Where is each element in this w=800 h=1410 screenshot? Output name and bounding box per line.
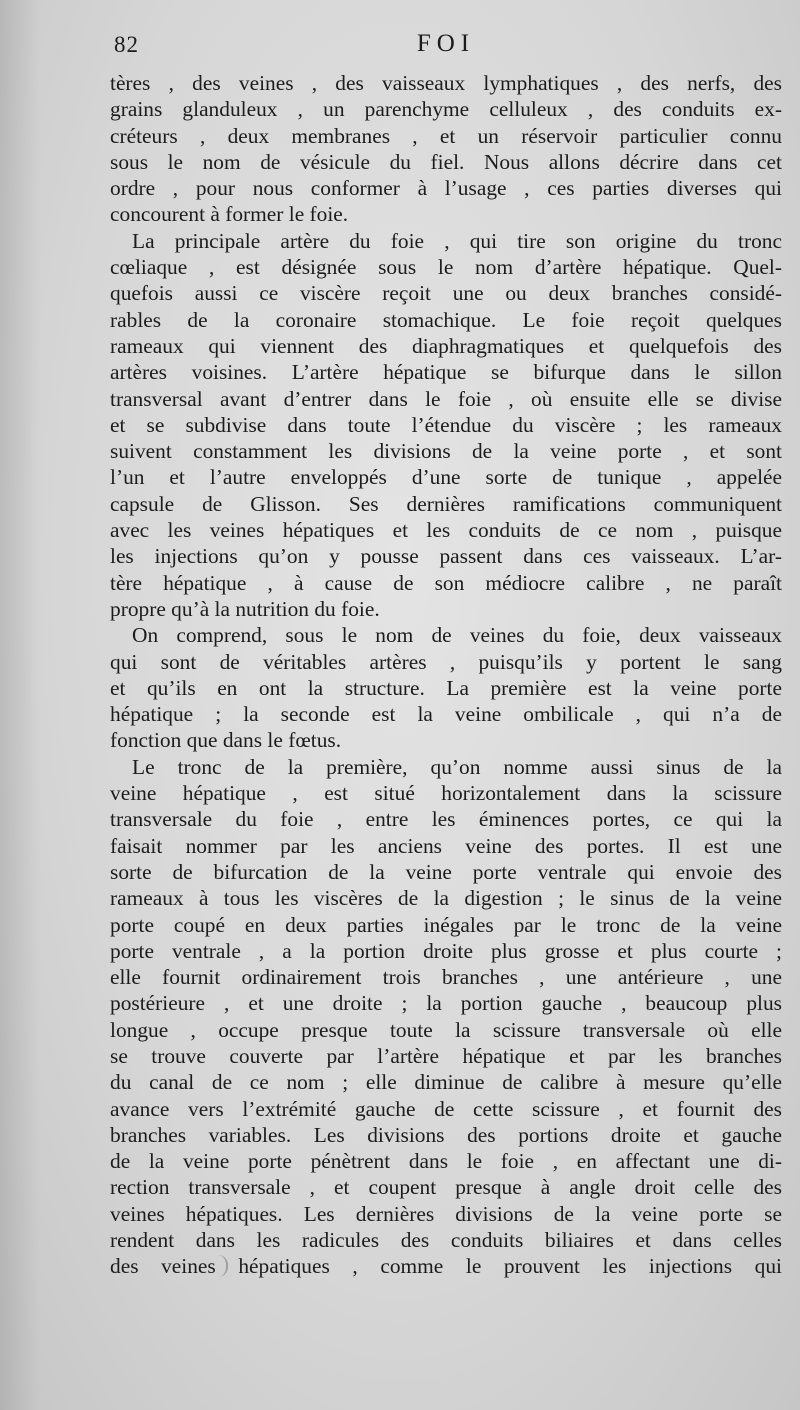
text-line: transversal avant d’entrer dans le foie , où ensuite elle se divise — [110, 386, 782, 411]
text-line: sorte de bifurcation de la veine porte ventrale qui envoie des — [110, 859, 782, 884]
body-text — [110, 70, 782, 1280]
text-line: rection transversale , et coupent presque à angle droit celle des — [110, 1175, 782, 1200]
text-line: capsule de Glisson. Ses dernières ramifications communiquent — [110, 491, 782, 516]
text-line: rables de la coronaire stomachique. Le foie reçoit quelques — [110, 307, 782, 332]
text-line: porte ventrale , a la portion droite plus grosse et plus courte ; — [110, 938, 782, 963]
text-line: grains glanduleux , un parenchyme celluleux , des conduits ex- — [110, 97, 782, 122]
text-line: l’un et l’autre enveloppés d’une sorte de tunique , appelée — [110, 465, 782, 490]
text-line: du canal de ce nom ; elle diminue de calibre à mesure qu’elle — [110, 1070, 782, 1095]
text-line: porte coupé en deux parties inégales par le tronc de la veine — [110, 912, 782, 937]
text-line: rameaux à tous les viscères de la digestion ; le sinus de la veine — [110, 886, 782, 911]
text-line: de la veine porte pénètrent dans le foie , en affectant une di- — [110, 1149, 782, 1174]
text-line: veine hépatique , est situé horizontalement dans la scissure — [110, 781, 782, 806]
text-line: fonction que dans le fœtus. — [110, 728, 342, 753]
text-line: qui sont de véritables artères , puisqu’ils y portent le sang — [110, 649, 782, 674]
text-line: se trouve couverte par l’artère hépatique et par les branches — [110, 1043, 782, 1068]
text-line: avec les veines hépatiques et les conduits de ce nom , puisque — [110, 518, 782, 543]
text-line: veines hépatiques. Les dernières divisions de la veine porte se — [110, 1201, 782, 1226]
text-line: concourent à former le foie. — [110, 202, 349, 227]
text-line: tère hépatique , à cause de son médiocre calibre , ne paraît — [110, 570, 782, 595]
text-line: Le tronc de la première, qu’on nomme aussi sinus de la — [132, 754, 782, 779]
text-line: propre qu’à la nutrition du foie. — [110, 596, 380, 621]
text-line: On comprend, sous le nom de veines du foie, deux vaisseaux — [132, 623, 782, 648]
text-line: artères voisines. L’artère hépatique se bifurque dans le sillon — [110, 360, 782, 385]
text-line: longue , occupe presque toute la scissure transversale où elle — [110, 1017, 782, 1042]
page-number: 82 — [114, 32, 139, 57]
text-line: faisait nommer par les anciens veine des portes. Il est une — [110, 833, 782, 858]
text-line: et qu’ils en ont la structure. La première est la veine porte — [110, 675, 782, 700]
text-line: postérieure , et une droite ; la portion gauche , beaucoup plus — [110, 991, 782, 1016]
page-gutter-shadow — [0, 0, 40, 1410]
text-line: des veines hépatiques , comme le prouvent les injections qui — [110, 1254, 782, 1279]
text-line: quefois aussi ce viscère reçoit une ou deux branches considé- — [110, 281, 782, 306]
text-line: transversale du foie , entre les éminences portes, ce qui la — [110, 807, 782, 832]
text-line: rendent dans les radicules des conduits biliaires et dans celles — [110, 1228, 782, 1253]
text-line: ordre , pour nous conformer à l’usage , ces parties diverses qui — [110, 176, 782, 201]
text-line: tères , des veines , des vaisseaux lymphatiques , des nerfs, des — [110, 71, 782, 95]
text-line: créteurs , deux membranes , et un réservoir particulier connu — [110, 123, 782, 148]
text-line: cœliaque , est désignée sous le nom d’artère hépatique. Quel- — [110, 255, 782, 280]
text-line: sous le nom de vésicule du fiel. Nous allons décrire dans cet — [110, 149, 782, 174]
text-line: rameaux qui viennent des diaphragmatiques et quelquefois des — [110, 333, 782, 358]
text-line: La principale artère du foie , qui tire son origine du tronc — [132, 228, 782, 253]
text-line: branches variables. Les divisions des portions droite et gauche — [110, 1122, 782, 1147]
text-line: avance vers l’extrémité gauche de cette scissure , et fournit des — [110, 1096, 782, 1121]
text-line: et se subdivise dans toute l’étendue du viscère ; les rameaux — [110, 412, 782, 437]
page-header — [110, 30, 782, 66]
running-head: FOI — [416, 30, 476, 57]
text-line: les injections qu’on y pousse passent dans ces vaisseaux. L’ar- — [110, 544, 782, 569]
text-line: hépatique ; la seconde est la veine ombilicale , qui n’a de — [110, 702, 782, 727]
text-line: elle fournit ordinairement trois branches , une antérieure , une — [110, 965, 782, 990]
text-line: suivent constamment les divisions de la veine porte , et sont — [110, 439, 782, 464]
